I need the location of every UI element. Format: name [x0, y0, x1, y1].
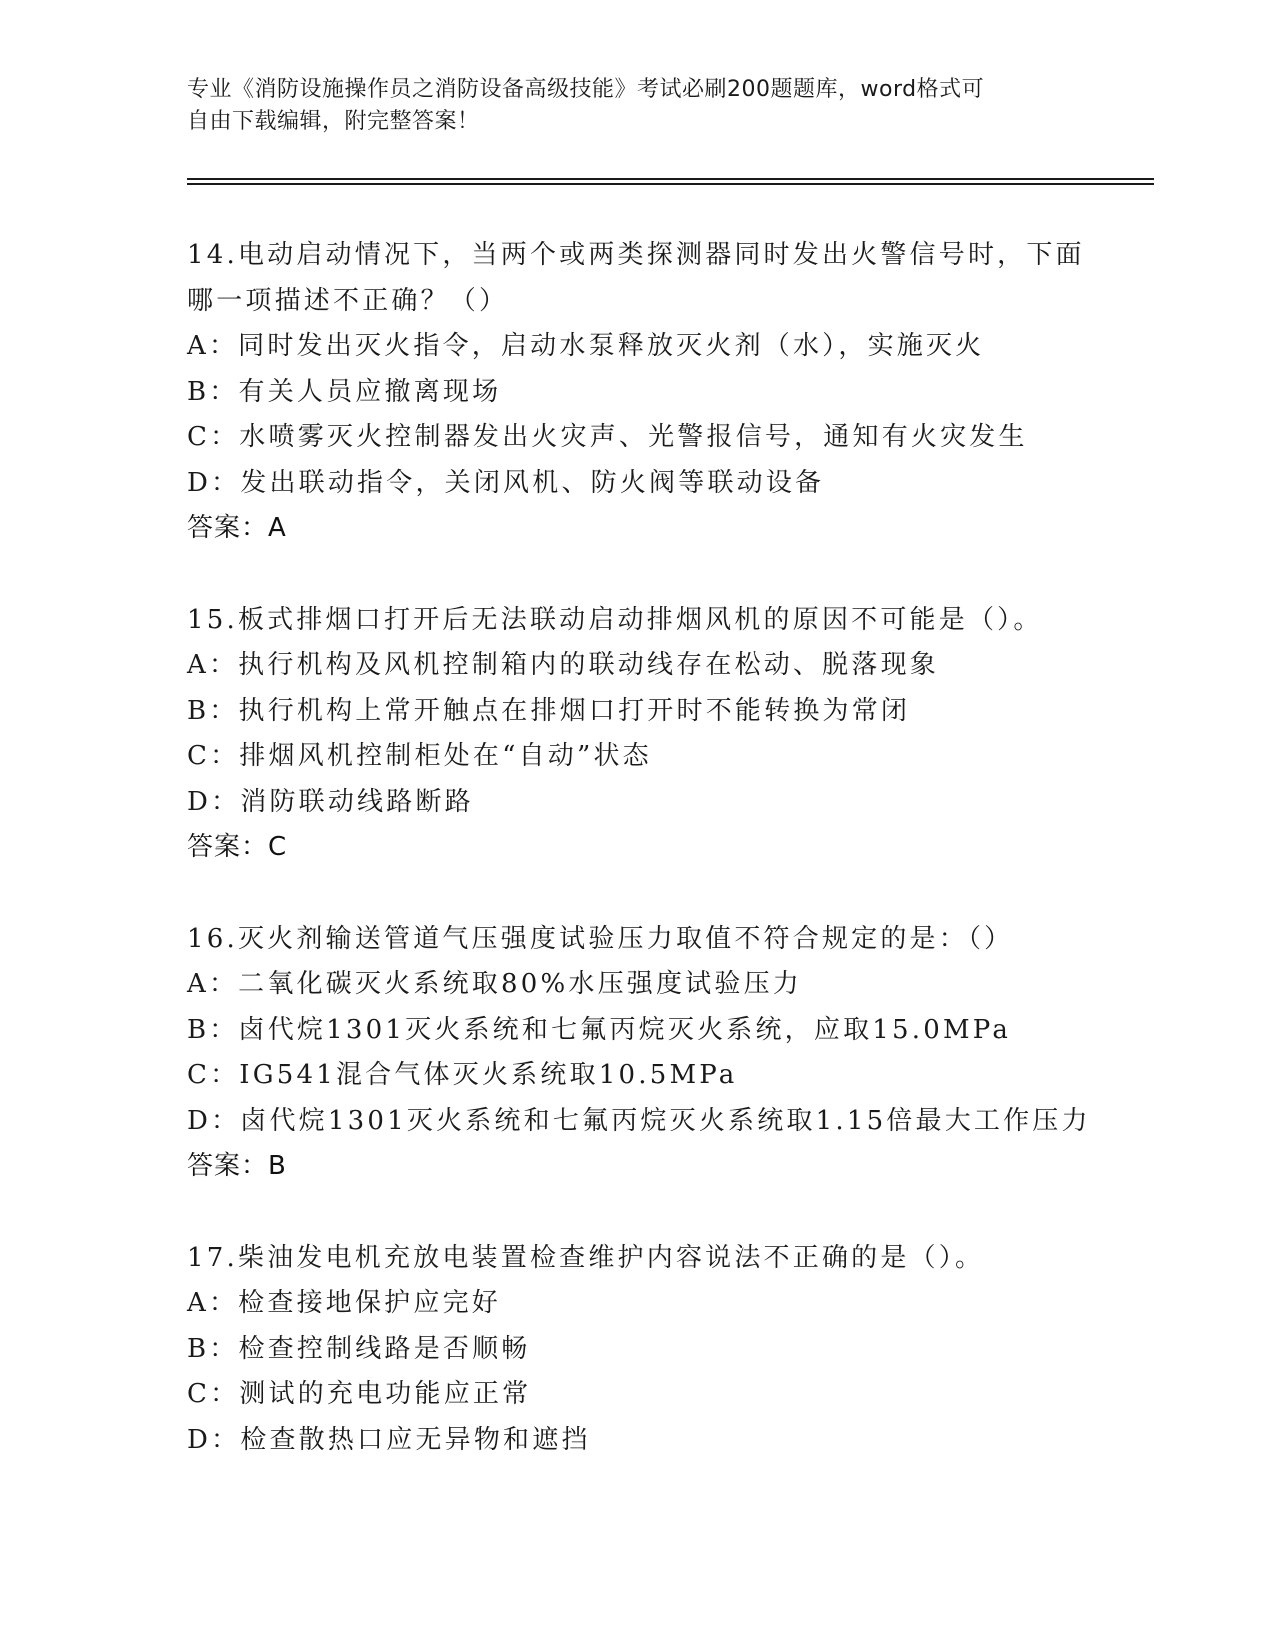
option-b: B：卤代烷1301灭火系统和七氟丙烷灭火系统，应取15.0MPa	[187, 1014, 1012, 1045]
option-d: D：发出联动指令，关闭风机、防火阀等联动设备	[187, 467, 825, 498]
question-15	[187, 598, 1147, 871]
option-a: A：同时发出灭火指令，启动水泵释放灭火剂（水），实施灭火	[187, 331, 985, 361]
option-a: A：二氧化碳灭火系统取80%水压强度试验压力	[187, 969, 802, 999]
option-c: C：排烟风机控制柜处在“自动”状态	[187, 741, 652, 771]
option-d: D：消防联动线路断路	[187, 786, 474, 817]
header-divider-top	[187, 178, 1154, 180]
question-stem: 15.板式排烟口打开后无法联动启动排烟风机的原因不可能是（）。	[187, 604, 1043, 635]
option-a: A：执行机构及风机控制箱内的联动线存在松动、脱落现象	[187, 650, 939, 680]
option-c: C：IG541混合气体灭火系统取10.5MPa	[187, 1060, 738, 1090]
question-stem: 14.电动启动情况下，当两个或两类探测器同时发出火警信号时，下面哪一项描述不正确？（）	[187, 240, 1085, 316]
option-b: B：有关人员应撤离现场	[187, 376, 502, 407]
header-line-1: 专业《消防设施操作员之消防设备高级技能》考试必刷200题题库，word格式可	[187, 77, 985, 102]
question-stem: 17.柴油发电机充放电装置检查维护内容说法不正确的是（）。	[187, 1242, 985, 1273]
option-d: D：卤代烷1301灭火系统和七氟丙烷灭火系统取1.15倍最大工作压力	[187, 1105, 1091, 1136]
question-stem: 16.灭火剂输送管道气压强度试验压力取值不符合规定的是：（）	[187, 923, 1014, 954]
option-a: A：检查接地保护应完好	[187, 1288, 501, 1318]
answer: 答案：C	[187, 832, 288, 862]
option-c: C：测试的充电功能应正常	[187, 1379, 532, 1409]
option-c: C：水喷雾灭火控制器发出火灾声、光警报信号，通知有火灾发生	[187, 422, 1028, 452]
question-17	[187, 1236, 1147, 1464]
question-list	[187, 233, 1147, 1509]
answer: 答案：B	[187, 1151, 287, 1181]
question-16	[187, 917, 1147, 1190]
answer: 答案：A	[187, 513, 287, 543]
header-line-2: 自由下载编辑，附完整答案！	[187, 109, 480, 134]
option-d: D：检查散热口应无异物和遮挡	[187, 1424, 591, 1455]
document-header	[187, 74, 1087, 138]
question-14	[187, 233, 1147, 552]
option-b: B：执行机构上常开触点在排烟口打开时不能转换为常闭	[187, 695, 911, 726]
header-divider-bottom	[187, 183, 1154, 185]
option-b: B：检查控制线路是否顺畅	[187, 1333, 531, 1364]
